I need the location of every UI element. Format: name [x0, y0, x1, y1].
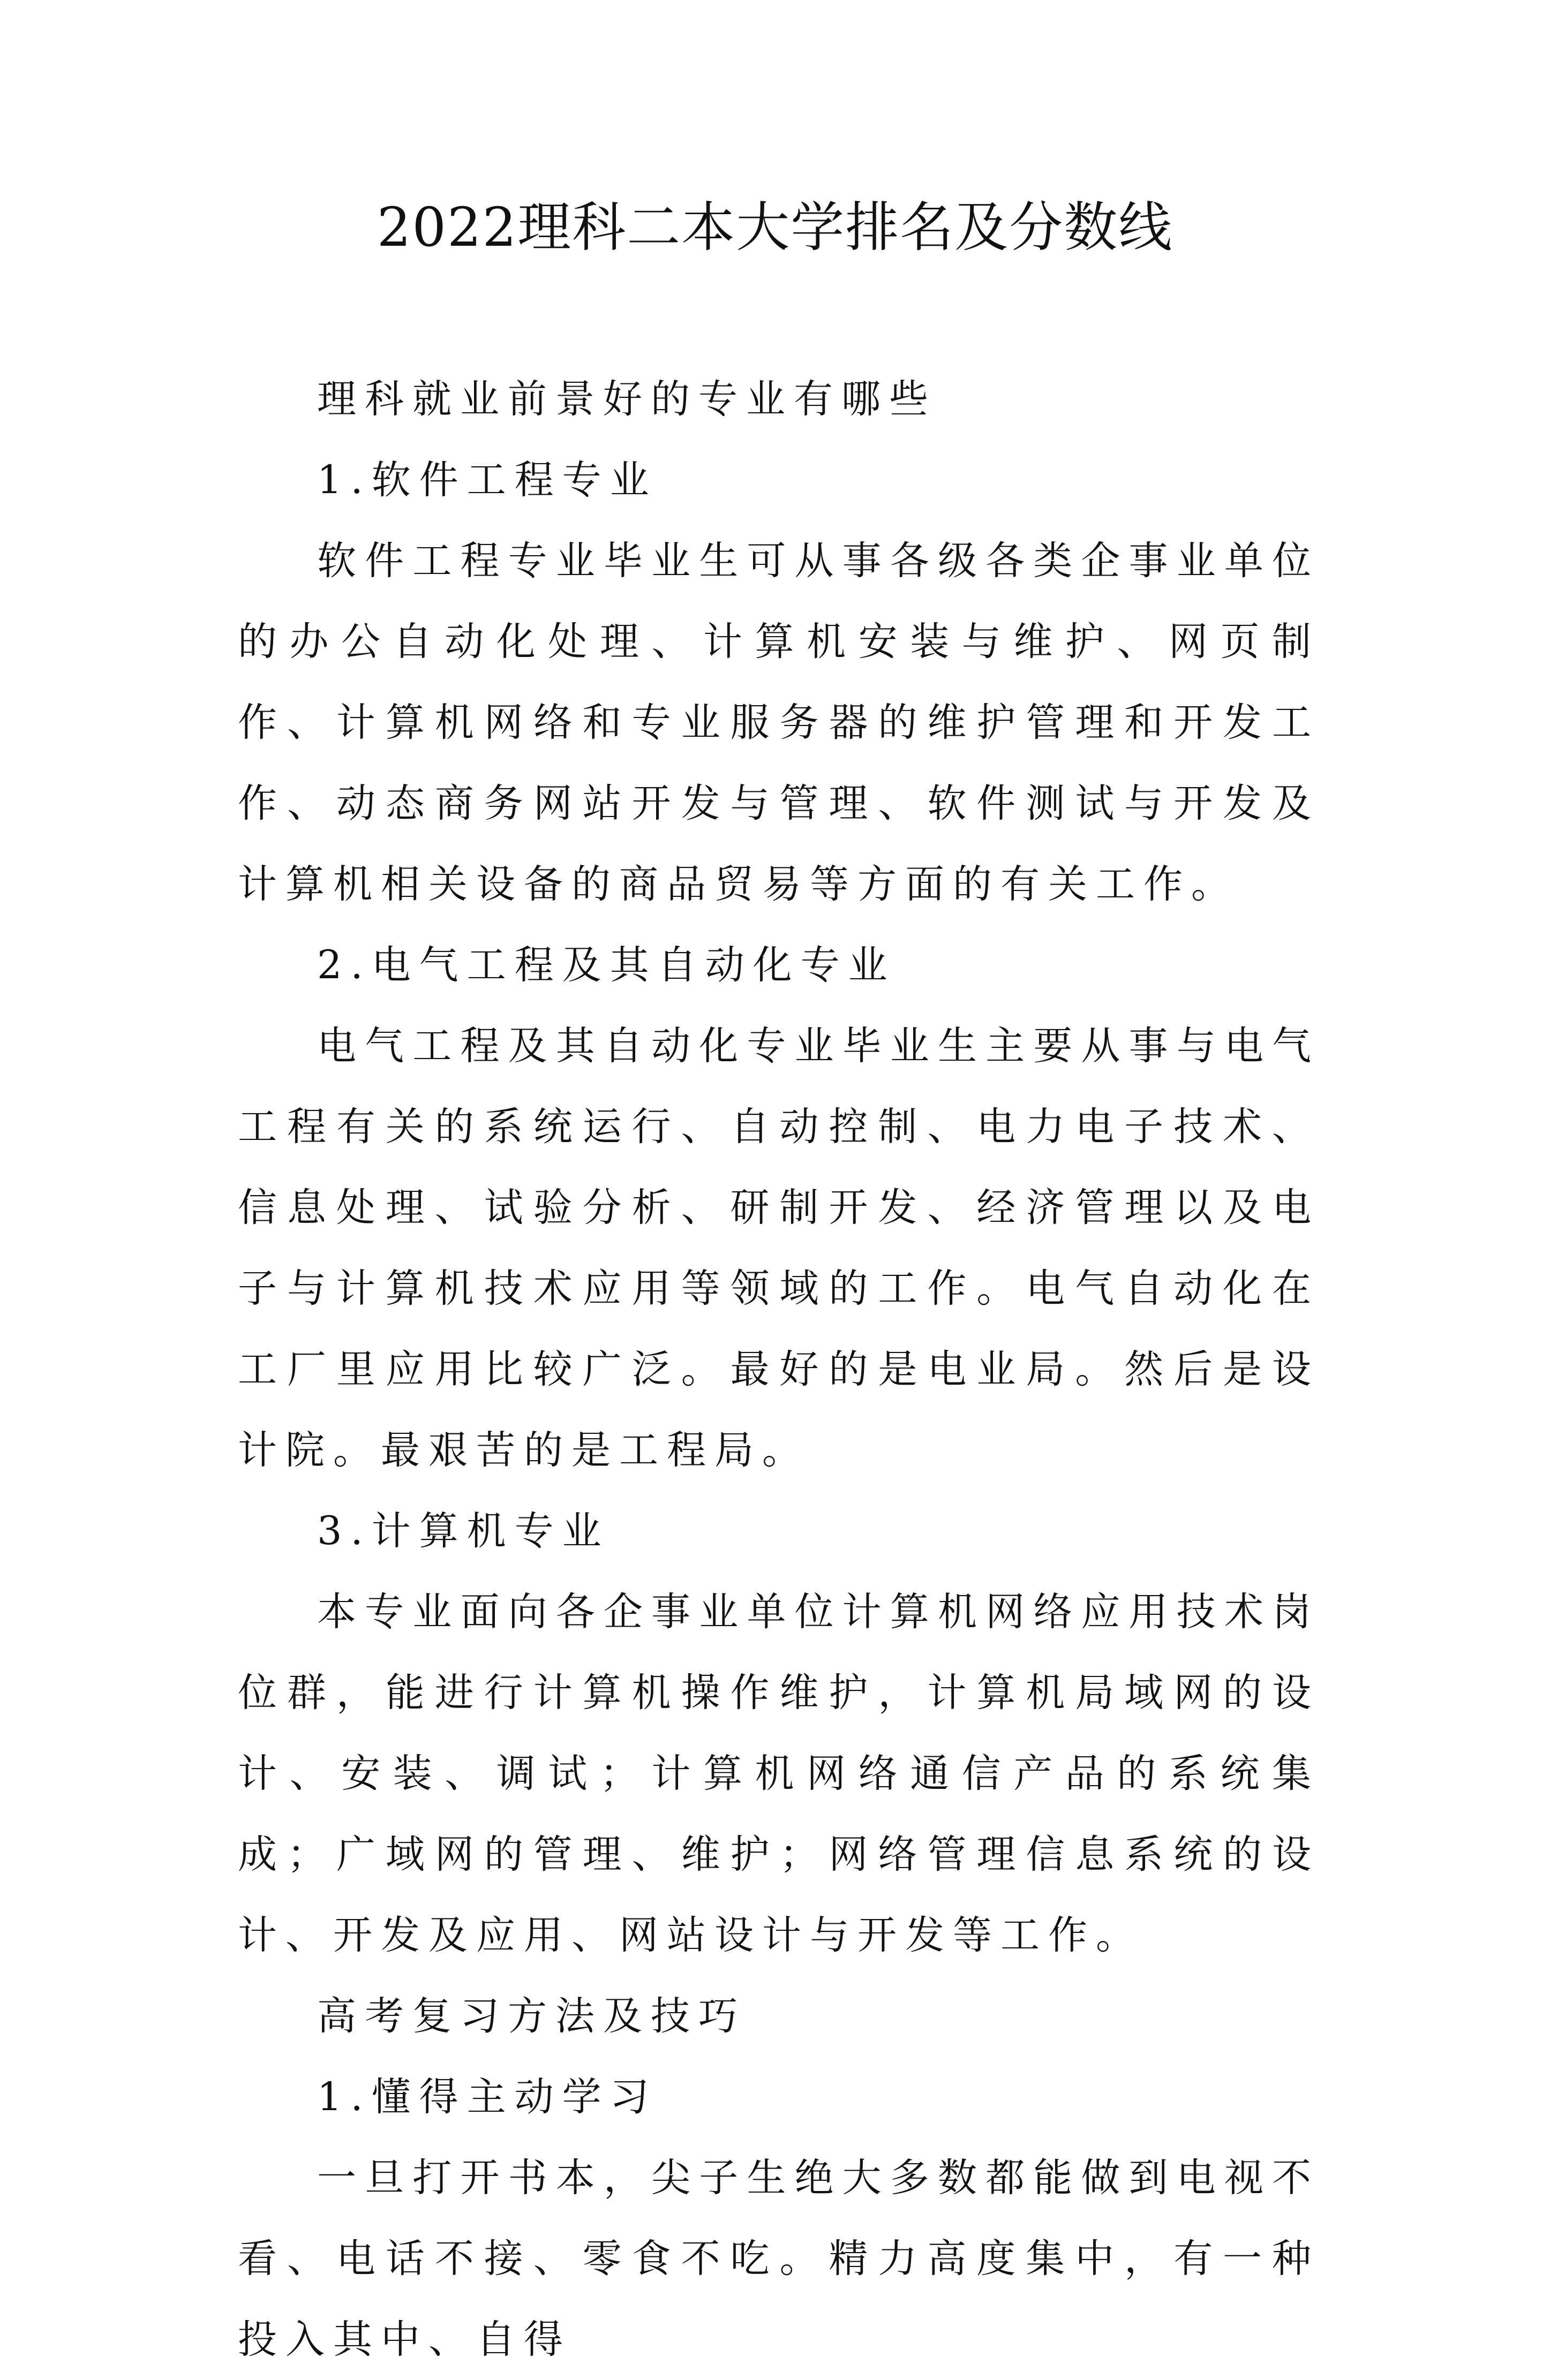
subsection-heading: 2.电气工程及其自动化专业 [317, 942, 896, 988]
section-heading: 理科就业前景好的专业有哪些 [317, 376, 937, 422]
body-paragraph: 本专业面向各企事业单位计算机网络应用技术岗位群，能进行计算机操作维护，计算机局域网的设计、安装、调试；计算机网络通信产品的系统集成；广域网的管理、维护；网络管理信息系统的设计、开发及应用、网站设计与开发等工作。 [238, 1589, 1320, 1958]
body-paragraph: 电气工程及其自动化专业毕业生主要从事与电气工程有关的系统运行、自动控制、电力电子技术、信息处理、试验分析、研制开发、经济管理以及电子与计算机技术应用等领域的工作。电气自动化在工厂里应用比较广泛。最好的是电业局。然后是设计院。最艰苦的是工程局。 [238, 1023, 1320, 1473]
document-title: 2022理科二本大学排名及分数线 [377, 196, 1173, 259]
subsection-heading: 3.计算机专业 [317, 1508, 610, 1554]
document-body [238, 359, 1320, 2380]
section-heading: 高考复习方法及技巧 [317, 1993, 746, 2039]
subsection-heading: 1.软件工程专业 [317, 457, 658, 503]
body-paragraph: 一旦打开书本，尖子生绝大多数都能做到电视不看、电话不接、零食不吃。精力高度集中，有一种投入其中、自得 [238, 2155, 1320, 2362]
subsection-heading: 1.懂得主动学习 [317, 2074, 658, 2120]
body-paragraph: 软件工程专业毕业生可从事各级各类企事业单位的办公自动化处理、计算机安装与维护、网页制作、计算机网络和专业服务器的维护管理和开发工作、动态商务网站开发与管理、软件测试与开发及计算机相关设备的商品贸易等方面的有关工作。 [238, 538, 1320, 907]
